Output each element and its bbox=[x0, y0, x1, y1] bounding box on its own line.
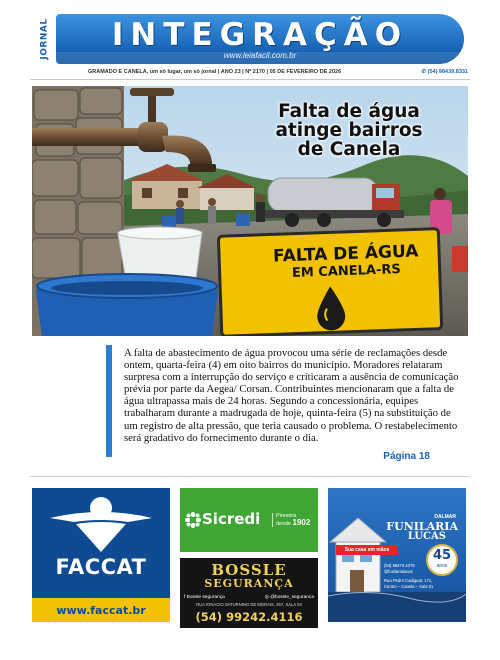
sign-line-1: FALTA DE ÁGUA bbox=[272, 241, 419, 267]
funilaria-brand: DALMAR bbox=[434, 514, 456, 520]
funilaria-years-label: anos bbox=[436, 563, 448, 569]
newspaper-url[interactable]: www.leiafacil.com.br bbox=[223, 51, 297, 60]
bossle-instagram[interactable] bbox=[265, 595, 314, 600]
instagram-icon: ◎ bbox=[264, 595, 271, 600]
divider-top bbox=[30, 79, 470, 80]
bossle-facebook[interactable] bbox=[184, 595, 225, 600]
ad-funilaria-lucas[interactable] bbox=[328, 488, 466, 622]
sicredi-year: 1902 bbox=[292, 517, 311, 527]
funilaria-name-2: LUCAS bbox=[407, 531, 446, 542]
bossle-address: RUA IGNACIO SATURNINO DE MORAIS, 357, SALA 04 bbox=[196, 602, 302, 607]
bossle-subtitle: SEGURANÇA bbox=[204, 577, 294, 590]
masthead-banner bbox=[56, 14, 464, 64]
funilaria-address-2: Centro – Canela – Sala 01 bbox=[384, 583, 434, 589]
funilaria-instagram: @funilarialucas bbox=[384, 568, 413, 574]
separator: | bbox=[217, 69, 220, 75]
faccat-name: FACCAT bbox=[55, 555, 147, 579]
funilaria-phone: (54) 98474.4376 bbox=[384, 563, 415, 568]
headline-line-3: de Canela bbox=[297, 139, 401, 160]
sicredi-desde: desde bbox=[276, 520, 291, 527]
sicredi-tagline bbox=[272, 513, 314, 527]
bossle-name: BOSSLE bbox=[211, 561, 287, 579]
faccat-url[interactable]: www.faccat.br bbox=[56, 604, 146, 617]
whatsapp-icon: ✆ bbox=[421, 69, 428, 75]
facebook-icon: f bbox=[184, 595, 187, 600]
sicredi-name: Sicredi bbox=[202, 510, 261, 528]
sign-line-2: EM CANELA-RS bbox=[291, 262, 401, 281]
ad-bossle[interactable] bbox=[180, 558, 318, 628]
headline-line-2: atinge bairros bbox=[275, 120, 423, 141]
funilaria-anniversary-seal bbox=[426, 544, 458, 576]
ad-faccat[interactable] bbox=[32, 488, 170, 622]
funilaria-years: 45 bbox=[432, 548, 452, 563]
separator: | bbox=[266, 69, 269, 75]
edition-info bbox=[88, 69, 341, 75]
bossle-facebook-label: Bossle segurança bbox=[186, 595, 225, 600]
sicredi-tagline-2 bbox=[276, 517, 314, 528]
hero-photo bbox=[32, 86, 468, 336]
edition-number: Nº 2170 bbox=[245, 69, 265, 75]
photo-sign-text bbox=[247, 241, 444, 283]
masthead-subline bbox=[88, 67, 468, 77]
edition-year: ANO 23 bbox=[220, 69, 241, 75]
headline-line-1: Falta de água bbox=[278, 101, 420, 122]
tagline: GRAMADO E CANELA, um só lugar, um só jornal bbox=[88, 69, 217, 75]
page-reference-link[interactable]: Página 18 bbox=[383, 451, 430, 462]
ad-sicredi[interactable] bbox=[180, 488, 318, 552]
jornal-label-text: JORNAL bbox=[40, 18, 51, 60]
bossle-social bbox=[184, 595, 314, 600]
funilaria-address bbox=[384, 578, 433, 589]
masthead-phone-number: (54) 98439.8331 bbox=[427, 69, 468, 75]
masthead-phone bbox=[421, 69, 468, 75]
bossle-phone: (54) 99242.4116 bbox=[195, 610, 303, 624]
headline bbox=[244, 102, 454, 159]
funilaria-contact bbox=[384, 563, 415, 574]
faccat-logo-icon bbox=[32, 488, 170, 558]
article-accent-bar bbox=[106, 345, 112, 457]
divider-bottom bbox=[30, 476, 470, 477]
sicredi-tagline-1: Pioneira bbox=[276, 513, 297, 519]
sicredi-logo-icon bbox=[185, 512, 201, 528]
newspaper-title: INTEGRAÇÃO bbox=[111, 17, 409, 53]
funilaria-address-1: Rua Pedro Cadiguat, 171, bbox=[384, 578, 433, 583]
edition-date: 05 DE FEVEREIRO DE 2026 bbox=[269, 69, 342, 75]
article-body: A falta de abastecimento de água provocou uma série de reclamações desde ontem, quarta-feira (4) em oito bairros do município. Moradores relataram surpresa com a interrupção do serviço e criticaram a ausência de comunicação prévia por parte da Aegea/ Corsan. Contribuintes mencionaram que a falta de água ultrapassa mais de 24 horas. Segundo a concessionária, equipes trabalharam durante a madrugada de hoje, quinta-feira (5) na substituição de um registro de alta pressão, que teria causado o problema. O restabelecimento será gradativo do fornecimento durante o dia. bbox=[124, 347, 459, 444]
separator: | bbox=[242, 69, 244, 75]
bossle-instagram-label: @bossle_seguranca bbox=[270, 595, 314, 600]
funilaria-name-1: FUNILARIA bbox=[386, 520, 458, 533]
jornal-side-label bbox=[36, 14, 54, 64]
funilaria-banner: Sua casa em mãos bbox=[336, 545, 398, 555]
